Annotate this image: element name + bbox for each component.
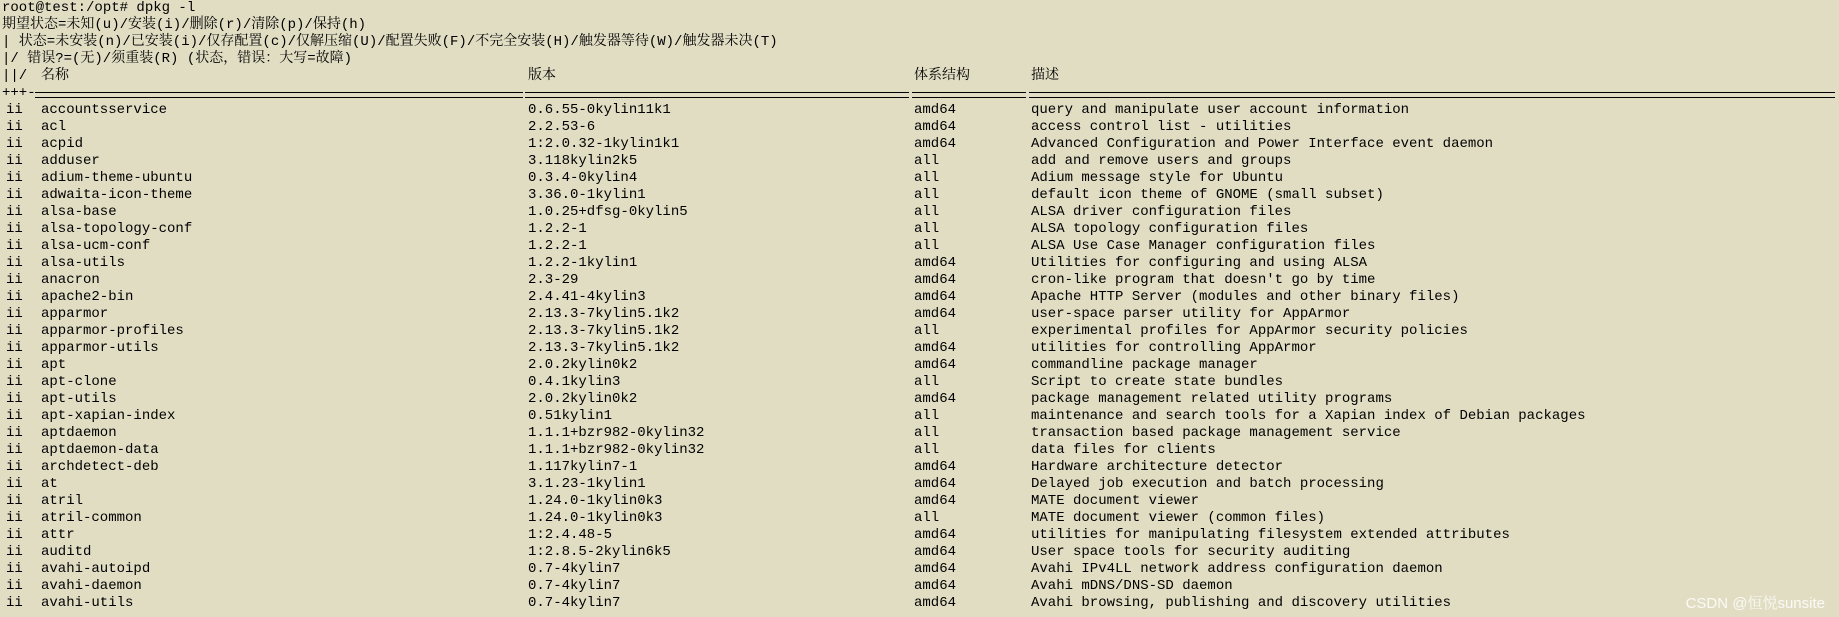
package-row [2,374,1839,391]
package-row [2,442,1839,459]
package-version: 1.24.0-1kylin0k3 [528,510,663,526]
package-description: add and remove users and groups [1031,153,1292,169]
package-arch: amd64 [914,578,957,594]
package-description: Adium message style for Ubuntu [1031,170,1284,186]
package-description: Delayed job execution and batch processing [1031,476,1384,492]
column-name: 名称 [41,68,69,84]
legend-desired-state: 期望状态=未知(u)/安装(i)/删除(r)/清除(p)/保持(h) [2,17,367,33]
package-description: Utilities for configuring and using ALSA [1031,255,1368,271]
package-status: ii [6,425,23,441]
package-row [2,493,1839,510]
package-version: 2.13.3-7kylin5.1k2 [528,340,680,356]
package-version: 1.1.1+bzr982-0kylin32 [528,442,705,458]
package-description: MATE document viewer [1031,493,1200,509]
command-prompt: root@test:/opt# dpkg -l [2,0,196,16]
package-row [2,561,1839,578]
package-arch: amd64 [914,476,957,492]
package-status: ii [6,255,23,271]
package-status: ii [6,459,23,475]
package-row [2,221,1839,238]
package-version: 1.0.25+dfsg-0kylin5 [528,204,688,220]
package-description: user-space parser utility for AppArmor [1031,306,1351,322]
package-version: 2.0.2kylin0k2 [528,357,638,373]
package-row [2,357,1839,374]
package-status: ii [6,340,23,356]
package-arch: all [914,425,940,441]
package-version: 2.3-29 [528,272,579,288]
package-status: ii [6,187,23,203]
package-arch: amd64 [914,289,957,305]
package-status: ii [6,391,23,407]
package-name: apache2-bin [41,289,134,305]
package-status: ii [6,221,23,237]
package-version: 3.36.0-1kylin1 [528,187,646,203]
package-status: ii [6,561,23,577]
package-version: 1.2.2-1 [528,238,587,254]
package-status: ii [6,510,23,526]
package-name: acl [41,119,67,135]
package-status: ii [6,578,23,594]
legend-status: | 状态=未安装(n)/已安装(i)/仅存配置(c)/仅解压缩(U)/配置失败(F)/不完全安装(H)/触发器等待(W)/触发器未决(T) [2,34,778,50]
column-prefix: ||/ [2,68,28,84]
separator-row [2,85,1839,102]
package-version: 2.13.3-7kylin5.1k2 [528,306,680,322]
column-arch: 体系结构 [914,68,970,84]
separator-name [35,85,523,102]
separator-version [525,85,909,102]
package-arch: all [914,510,940,526]
package-list [2,102,1839,612]
package-version: 3.118kylin2k5 [528,153,638,169]
package-row [2,476,1839,493]
package-name: auditd [41,544,92,560]
package-version: 1:2.0.32-1kylin1k1 [528,136,680,152]
package-version: 0.7-4kylin7 [528,561,621,577]
package-status: ii [6,289,23,305]
package-arch: all [914,204,940,220]
package-description: Avahi IPv4LL network address configuration daemon [1031,561,1443,577]
package-status: ii [6,119,23,135]
package-version: 1:2.8.5-2kylin6k5 [528,544,671,560]
package-name: apt [41,357,67,373]
package-description: utilities for controlling AppArmor [1031,340,1317,356]
package-name: avahi-daemon [41,578,142,594]
package-status: ii [6,323,23,339]
package-status: ii [6,357,23,373]
package-arch: all [914,442,940,458]
column-header-row [2,68,1839,85]
package-name: avahi-autoipd [41,561,151,577]
package-arch: amd64 [914,102,957,118]
package-name: apt-clone [41,374,117,390]
package-arch: all [914,153,940,169]
package-row [2,170,1839,187]
package-version: 1.1.1+bzr982-0kylin32 [528,425,705,441]
separator-arch [912,85,1026,102]
package-description: ALSA Use Case Manager configuration files [1031,238,1376,254]
package-arch: amd64 [914,357,957,373]
package-arch: amd64 [914,493,957,509]
package-version: 2.2.53-6 [528,119,596,135]
package-description: commandline package manager [1031,357,1258,373]
package-status: ii [6,102,23,118]
package-description: package management related utility programs [1031,391,1393,407]
package-row [2,204,1839,221]
package-row [2,119,1839,136]
package-name: alsa-base [41,204,117,220]
package-version: 0.7-4kylin7 [528,595,621,611]
package-version: 0.4.1kylin3 [528,374,621,390]
package-arch: amd64 [914,391,957,407]
package-description: ALSA driver configuration files [1031,204,1292,220]
package-description: experimental profiles for AppArmor security policies [1031,323,1468,339]
package-row [2,238,1839,255]
package-status: ii [6,153,23,169]
package-arch: all [914,170,940,186]
package-row [2,272,1839,289]
package-description: cron-like program that doesn't go by time [1031,272,1376,288]
package-name: adium-theme-ubuntu [41,170,193,186]
package-name: apparmor [41,306,109,322]
package-row [2,391,1839,408]
package-description: Avahi mDNS/DNS-SD daemon [1031,578,1233,594]
package-arch: amd64 [914,119,957,135]
package-row [2,323,1839,340]
package-version: 2.13.3-7kylin5.1k2 [528,323,680,339]
package-name: atril-common [41,510,142,526]
package-status: ii [6,527,23,543]
package-name: adwaita-icon-theme [41,187,193,203]
package-version: 2.4.41-4kylin3 [528,289,646,305]
package-description: ALSA topology configuration files [1031,221,1309,237]
legend-error: |/ 错误?=(无)/须重装(R) (状态，错误：大写=故障) [2,51,353,67]
package-status: ii [6,272,23,288]
package-arch: amd64 [914,340,957,356]
package-status: ii [6,442,23,458]
package-name: alsa-topology-conf [41,221,193,237]
package-row [2,459,1839,476]
package-name: at [41,476,58,492]
package-description: MATE document viewer (common files) [1031,510,1326,526]
package-version: 1.2.2-1 [528,221,587,237]
package-row [2,595,1839,612]
package-arch: all [914,221,940,237]
package-name: anacron [41,272,100,288]
package-row [2,289,1839,306]
package-name: aptdaemon-data [41,442,159,458]
package-version: 0.7-4kylin7 [528,578,621,594]
package-version: 1:2.4.48-5 [528,527,613,543]
package-status: ii [6,238,23,254]
package-row [2,153,1839,170]
terminal-window[interactable] [2,0,1839,617]
column-version: 版本 [528,68,556,84]
package-description: query and manipulate user account information [1031,102,1410,118]
package-arch: amd64 [914,255,957,271]
package-row [2,527,1839,544]
package-arch: all [914,374,940,390]
package-arch: amd64 [914,272,957,288]
package-row [2,578,1839,595]
package-version: 1.2.2-1kylin1 [528,255,638,271]
package-version: 0.3.4-0kylin4 [528,170,638,186]
package-status: ii [6,544,23,560]
package-name: adduser [41,153,100,169]
package-name: apt-xapian-index [41,408,176,424]
package-version: 0.6.55-0kylin11k1 [528,102,671,118]
package-status: ii [6,374,23,390]
package-status: ii [6,476,23,492]
package-arch: all [914,408,940,424]
separator-desc [1029,85,1835,102]
package-status: ii [6,170,23,186]
package-name: alsa-ucm-conf [41,238,151,254]
package-name: avahi-utils [41,595,134,611]
column-description: 描述 [1031,68,1059,84]
package-arch: amd64 [914,306,957,322]
package-description: Avahi browsing, publishing and discovery utilities [1031,595,1452,611]
package-name: apparmor-utils [41,340,159,356]
package-description: Hardware architecture detector [1031,459,1284,475]
package-arch: amd64 [914,527,957,543]
package-name: acpid [41,136,84,152]
package-arch: all [914,238,940,254]
package-name: aptdaemon [41,425,117,441]
package-row [2,425,1839,442]
package-status: ii [6,595,23,611]
package-row [2,136,1839,153]
package-name: atril [41,493,84,509]
package-row [2,255,1839,272]
package-arch: amd64 [914,544,957,560]
csdn-watermark: CSDN @恒悦sunsite [1685,595,1825,612]
package-description: data files for clients [1031,442,1216,458]
package-status: ii [6,306,23,322]
package-description: Advanced Configuration and Power Interface event daemon [1031,136,1494,152]
package-description: access control list - utilities [1031,119,1292,135]
package-description: utilities for manipulating filesystem extended attributes [1031,527,1510,543]
package-row [2,408,1839,425]
package-version: 0.51kylin1 [528,408,613,424]
package-version: 1.24.0-1kylin0k3 [528,493,663,509]
package-status: ii [6,204,23,220]
package-version: 2.0.2kylin0k2 [528,391,638,407]
separator-prefix: +++- [2,85,36,101]
package-arch: amd64 [914,459,957,475]
package-status: ii [6,408,23,424]
package-description: Apache HTTP Server (modules and other binary files) [1031,289,1460,305]
package-version: 3.1.23-1kylin1 [528,476,646,492]
package-row [2,102,1839,119]
package-row [2,340,1839,357]
package-row [2,544,1839,561]
package-version: 1.117kylin7-1 [528,459,638,475]
package-arch: all [914,187,940,203]
package-description: User space tools for security auditing [1031,544,1351,560]
package-name: archdetect-deb [41,459,159,475]
package-arch: amd64 [914,595,957,611]
package-name: alsa-utils [41,255,126,271]
package-row [2,510,1839,527]
package-arch: amd64 [914,136,957,152]
package-name: apt-utils [41,391,117,407]
package-arch: all [914,323,940,339]
package-description: transaction based package management service [1031,425,1401,441]
package-description: maintenance and search tools for a Xapian index of Debian packages [1031,408,1586,424]
package-name: attr [41,527,75,543]
package-arch: amd64 [914,561,957,577]
package-row [2,306,1839,323]
package-row [2,187,1839,204]
package-status: ii [6,493,23,509]
package-description: default icon theme of GNOME (small subset) [1031,187,1384,203]
package-name: apparmor-profiles [41,323,184,339]
package-description: Script to create state bundles [1031,374,1284,390]
package-status: ii [6,136,23,152]
package-name: accountsservice [41,102,168,118]
